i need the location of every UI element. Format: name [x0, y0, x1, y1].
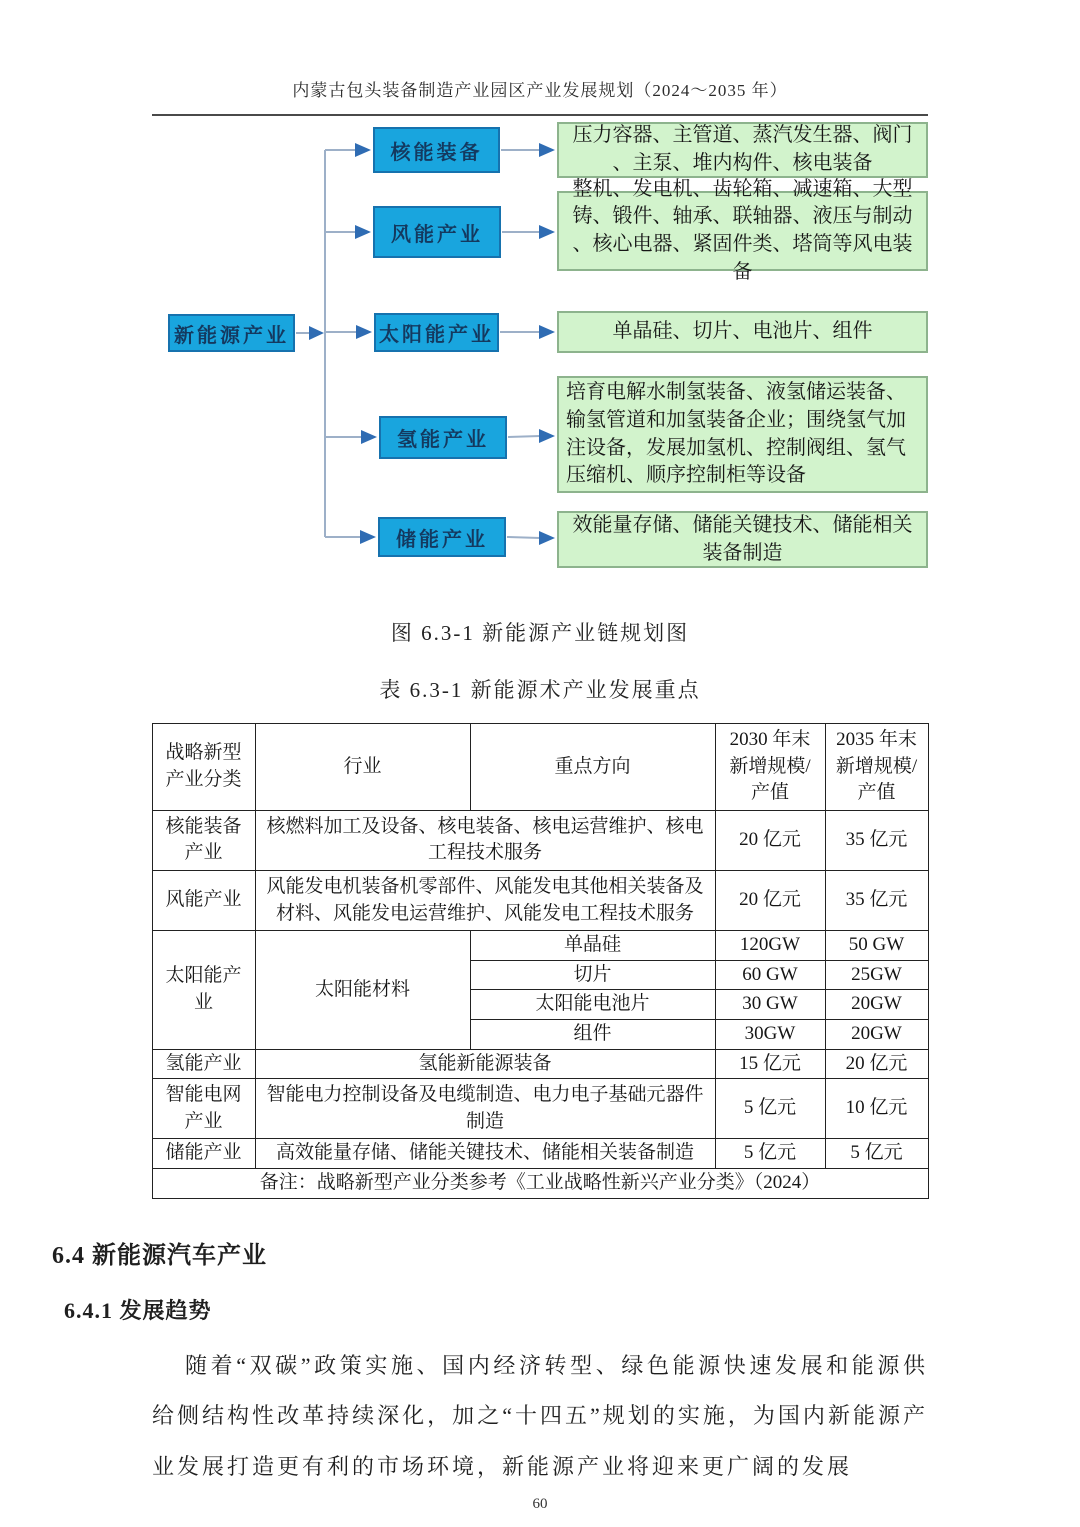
flowchart-leaf-hydrogen: 培育电解水制氢装备、液氢储运装备、输氢管道和加氢装备企业；围绕氢气加注设备，发展加氢机、控制阀组、氢气压缩机、顺序控制柜等设备	[557, 376, 928, 493]
connector-line	[507, 537, 540, 538]
header-category: 战略新型产业分类	[152, 724, 255, 811]
table-caption: 表 6.3-1 新能源术产业发展重点	[379, 678, 701, 702]
cell-2030: 20 亿元	[715, 870, 825, 930]
cell-2030: 5 亿元	[715, 1079, 825, 1139]
cell-industry-focus: 风能发电机装备机零部件、风能发电其他相关装备及材料、风能发电运营维护、风能发电工程技术服务	[255, 870, 715, 930]
arrowhead-icon	[360, 530, 376, 544]
flowchart-node-nuclear: 核能装备	[373, 127, 500, 173]
figure-caption: 图 6.3-1 新能源产业链规划图	[390, 621, 690, 645]
cell-2035: 25GW	[825, 960, 928, 990]
cell-focus: 切片	[470, 960, 715, 990]
cell-2030: 30GW	[715, 1019, 825, 1049]
cell-2035: 20 亿元	[825, 1049, 928, 1079]
header-2030: 2030 年末新增规模/产值	[715, 724, 825, 811]
flowchart-node-wind: 风能产业	[373, 206, 501, 258]
flowchart-leaf-solar: 单晶硅、切片、电池片、组件	[557, 311, 928, 353]
arrowhead-icon	[539, 325, 555, 339]
cell-category: 风能产业	[152, 870, 255, 930]
cell-industry-focus: 氢能新能源装备	[255, 1049, 715, 1079]
cell-focus: 组件	[470, 1019, 715, 1049]
arrowhead-icon	[361, 430, 377, 444]
cell-industry-focus: 高效能量存储、储能关键技术、储能相关装备制造	[255, 1139, 715, 1169]
cell-2030: 120GW	[715, 931, 825, 961]
cell-2035: 35 亿元	[825, 810, 928, 870]
cell-2030: 20 亿元	[715, 810, 825, 870]
cell-focus: 太阳能电池片	[470, 990, 715, 1020]
body-paragraph: 随着“双碳”政策实施、国内经济转型、绿色能源快速发展和能源供给侧结构性改革持续深化，加之“十四五”规划的实施，为国内新能源产业发展打造更有利的市场环境，新能源产业将迎来更广阔的发展	[152, 1352, 928, 1479]
flowchart-node-storage: 储能产业	[378, 517, 506, 557]
arrowhead-icon	[539, 531, 555, 545]
cell-2030: 30 GW	[715, 990, 825, 1020]
cell-2035: 50 GW	[825, 931, 928, 961]
header-focus: 重点方向	[470, 724, 715, 811]
cell-2035: 5 亿元	[825, 1139, 928, 1169]
cell-industry-focus: 核燃料加工及设备、核电装备、核电运营维护、核电工程技术服务	[255, 810, 715, 870]
arrowhead-icon	[539, 429, 555, 443]
arrowhead-icon	[309, 326, 324, 340]
arrowhead-icon	[356, 325, 372, 339]
flowchart-root-node: 新能源产业	[168, 314, 295, 352]
table-note: 备注：战略新型产业分类参考《工业战略性新兴产业分类》（2024）	[152, 1168, 928, 1198]
cell-focus: 单晶硅	[470, 931, 715, 961]
cell-2030: 60 GW	[715, 960, 825, 990]
cell-2035: 20GW	[825, 1019, 928, 1049]
table-header-row	[152, 724, 928, 811]
table-row-storage	[152, 1139, 928, 1169]
connector-line	[508, 436, 540, 437]
doc-header-title: 内蒙古包头装备制造产业园区产业发展规划（2024～2035 年）	[292, 81, 788, 100]
cell-category: 氢能产业	[152, 1049, 255, 1079]
table-row-hydrogen	[152, 1049, 928, 1079]
development-focus-table	[152, 723, 929, 1199]
page-number: 60	[532, 1496, 548, 1513]
cell-category: 智能电网产业	[152, 1079, 255, 1139]
cell-2035: 20GW	[825, 990, 928, 1020]
cell-category: 储能产业	[152, 1139, 255, 1169]
flowchart-leaf-wind: 整机、发电机、齿轮箱、减速箱、大型铸、锻件、轴承、联轴器、液压与制动、核心电器、紧固件类、塔筒等风电装备	[557, 191, 928, 271]
flowchart-leaf-nuclear: 压力容器、主管道、蒸汽发生器、阀门、主泵、堆内构件、核电装备	[557, 122, 928, 178]
cell-industry-focus: 智能电力控制设备及电缆制造、电力电子基础元器件制造	[255, 1079, 715, 1139]
cell-industry: 太阳能材料	[255, 931, 470, 1049]
section-heading: 6.4 新能源汽车产业	[52, 1242, 267, 1269]
flowchart-node-solar: 太阳能产业	[374, 313, 499, 352]
table-note-row	[152, 1168, 928, 1198]
new-energy-industry-chain-flowchart	[0, 116, 1080, 586]
table-row-wind	[152, 870, 928, 930]
cell-category: 太阳能产业	[152, 931, 255, 1049]
flowchart-node-hydrogen: 氢能产业	[379, 416, 507, 459]
subsection-heading: 6.4.1 发展趋势	[64, 1297, 212, 1323]
cell-2035: 35 亿元	[825, 870, 928, 930]
arrowhead-icon	[355, 225, 371, 239]
table-row-grid	[152, 1079, 928, 1139]
table-row-nuclear	[152, 810, 928, 870]
arrowhead-icon	[539, 225, 555, 239]
flowchart-leaf-storage: 效能量存储、储能关键技术、储能相关装备制造	[557, 511, 928, 568]
cell-category: 核能装备产业	[152, 810, 255, 870]
table-row-solar-mono	[152, 931, 928, 961]
cell-2030: 5 亿元	[715, 1139, 825, 1169]
cell-2035: 10 亿元	[825, 1079, 928, 1139]
cell-2030: 15 亿元	[715, 1049, 825, 1079]
arrowhead-icon	[355, 143, 371, 157]
header-industry: 行业	[255, 724, 470, 811]
header-2035: 2035 年末新增规模/产值	[825, 724, 928, 811]
arrowhead-icon	[539, 143, 555, 157]
